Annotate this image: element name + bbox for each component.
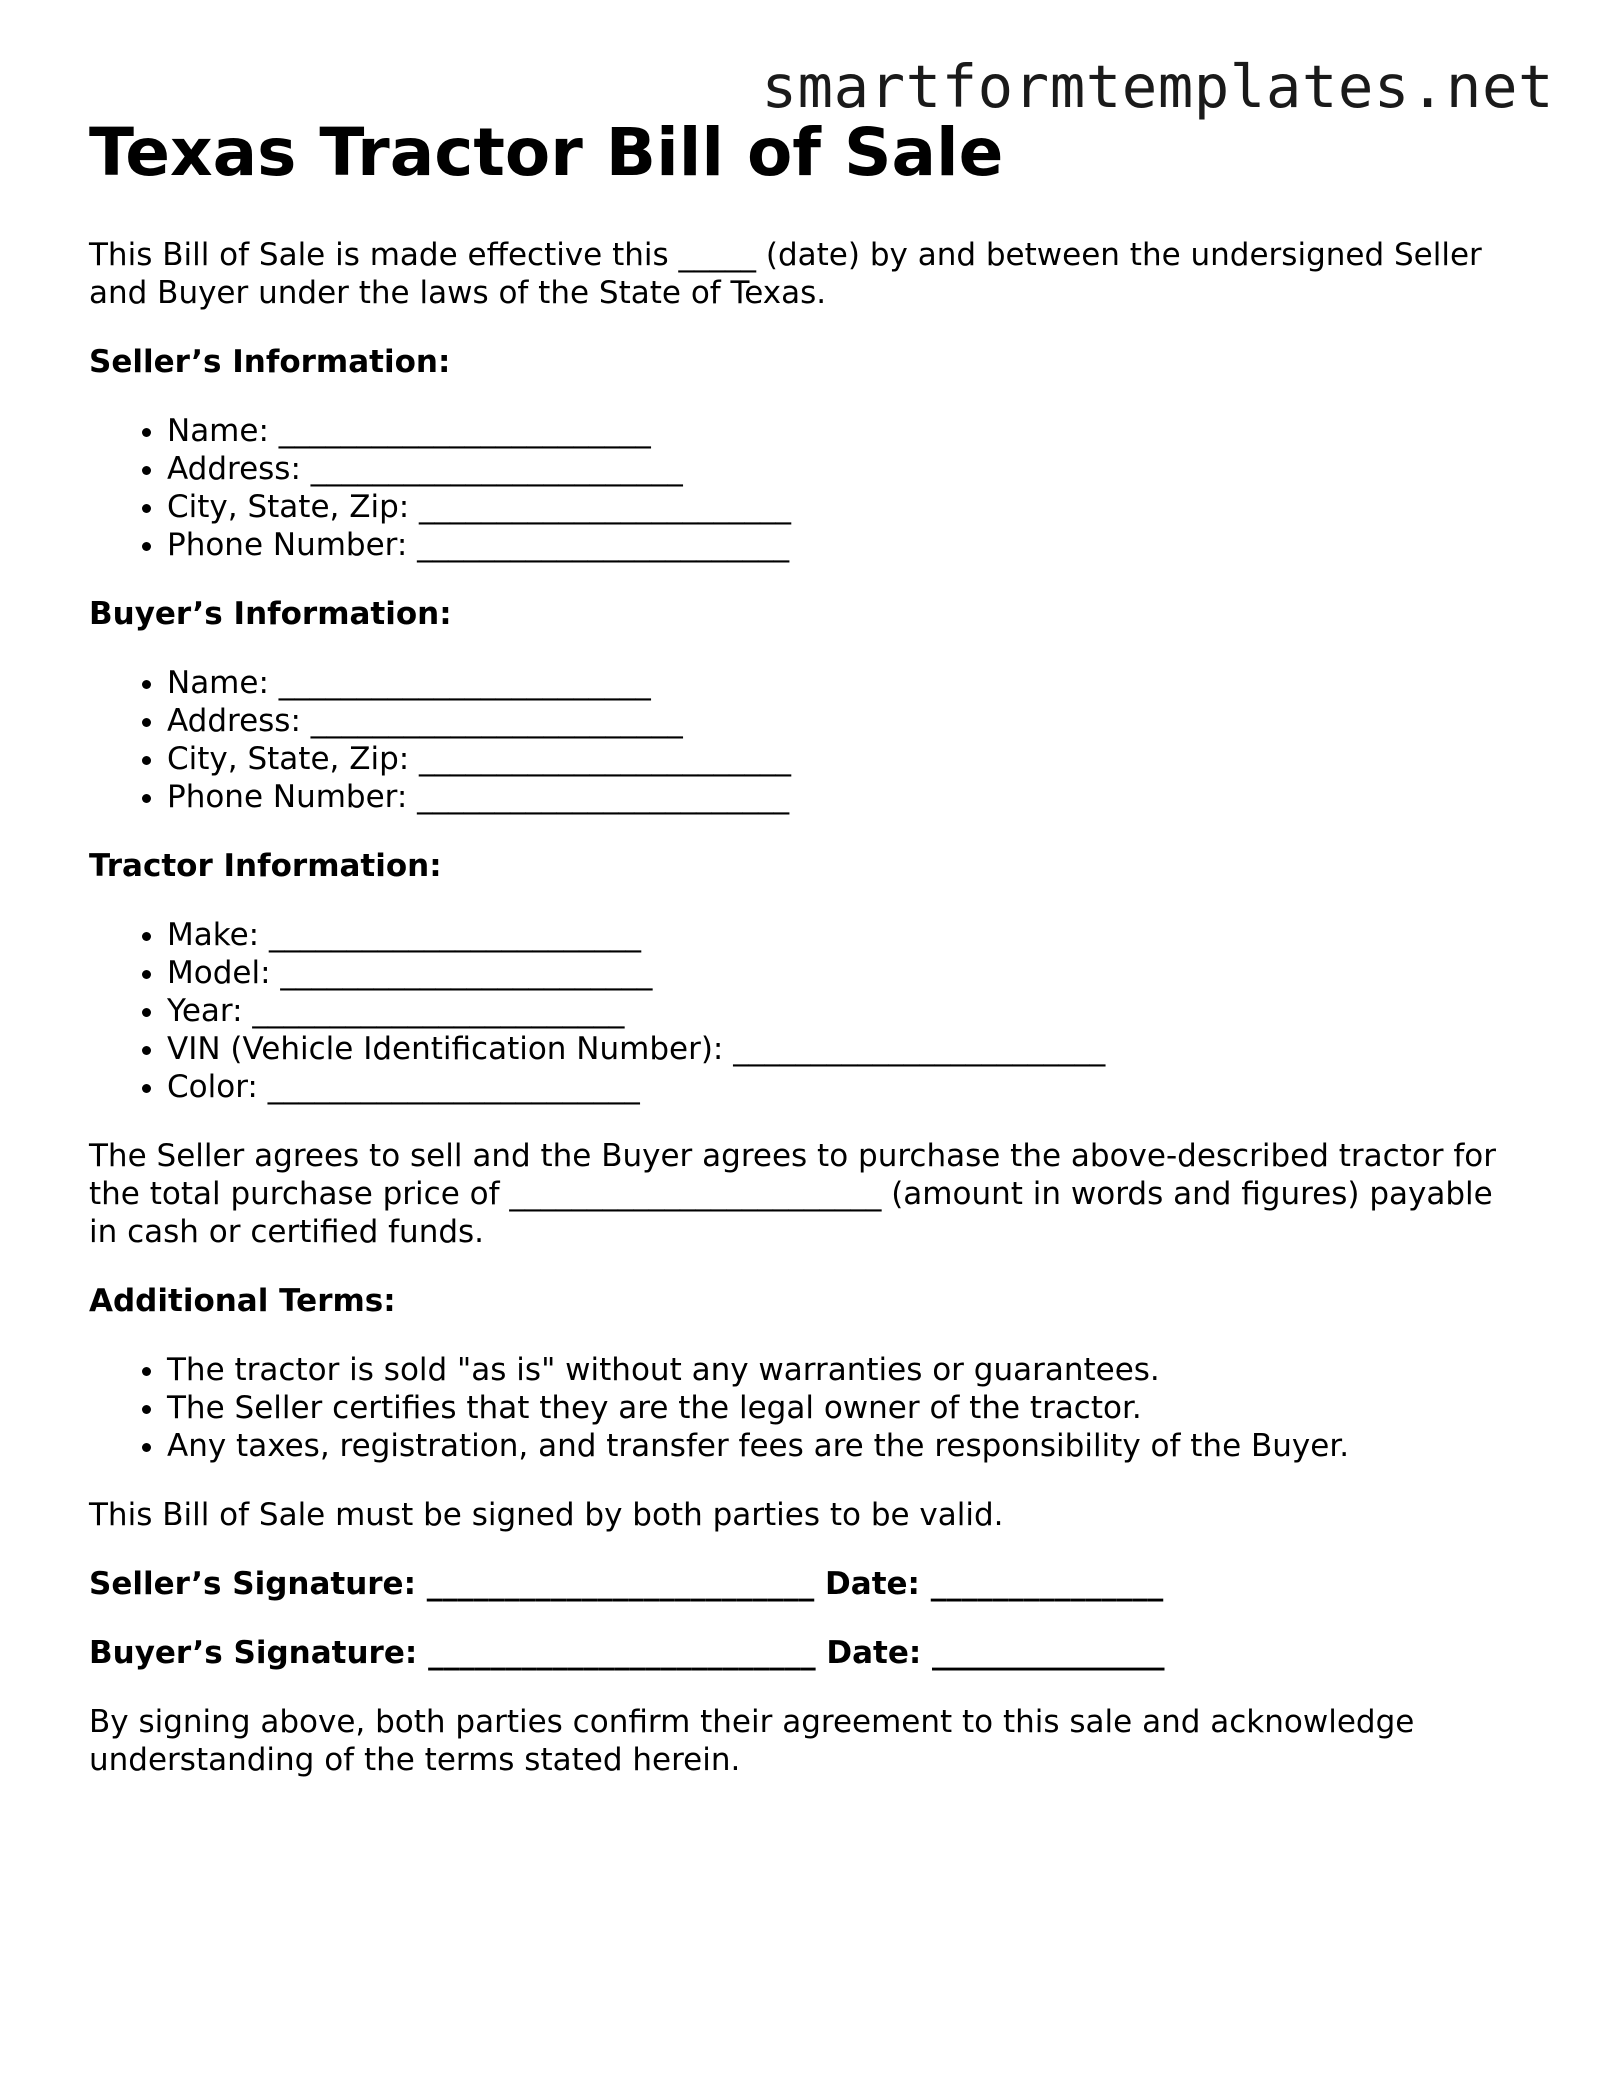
- document-body: [89, 113, 1529, 1779]
- tractor-year-field: • Year: ________________________: [167, 992, 1529, 1030]
- buyer-info-heading: Buyer’s Information:: [89, 596, 452, 633]
- tractor-info-list: [89, 916, 1529, 1106]
- seller-address-field: • Address: ________________________: [167, 450, 1529, 488]
- term-fees: • Any taxes, registration, and transfer fees are the responsibility of the Buyer.: [167, 1427, 1529, 1465]
- buyer-phone-field: • Phone Number: ________________________: [167, 778, 1529, 816]
- seller-info-heading: Seller’s Information:: [89, 344, 451, 381]
- buyer-name-field: • Name: ________________________: [167, 664, 1529, 702]
- additional-terms-list: [89, 1351, 1529, 1465]
- buyer-address-field: • Address: ________________________: [167, 702, 1529, 740]
- buyer-city-state-zip-field: • City, State, Zip: ________________________: [167, 740, 1529, 778]
- seller-info-list: [89, 412, 1529, 564]
- agreement-paragraph: The Seller agrees to sell and the Buyer agrees to purchase the above-described tractor for the total purchase price of ________________________ (amount in words and figures) payable in cash or certified funds.: [89, 1138, 1497, 1251]
- seller-city-state-zip-field: • City, State, Zip: ________________________: [167, 488, 1529, 526]
- tractor-info-heading: Tractor Information:: [89, 848, 442, 885]
- term-as-is: • The tractor is sold "as is" without any warranties or guarantees.: [167, 1351, 1529, 1389]
- validity-paragraph: This Bill of Sale must be signed by both parties to be valid.: [89, 1497, 1004, 1534]
- tractor-vin-field: • VIN (Vehicle Identification Number): ________________________: [167, 1030, 1529, 1068]
- seller-phone-field: • Phone Number: ________________________: [167, 526, 1529, 564]
- tractor-model-field: • Model: ________________________: [167, 954, 1529, 992]
- tractor-color-field: • Color: ________________________: [167, 1068, 1529, 1106]
- buyer-info-list: [89, 664, 1529, 816]
- watermark: smartformtemplates.net: [761, 52, 1554, 121]
- buyer-signature-line: Buyer’s Signature: _________________________ Date: _______________: [89, 1635, 1165, 1672]
- closing-paragraph: By signing above, both parties confirm their agreement to this sale and acknowledge understanding of the terms stated herein.: [89, 1704, 1415, 1779]
- seller-name-field: • Name: ________________________: [167, 412, 1529, 450]
- intro-paragraph: This Bill of Sale is made effective this _____ (date) by and between the undersigned Seller and Buyer under the laws of the State of Texas.: [89, 237, 1482, 312]
- additional-terms-heading: Additional Terms:: [89, 1283, 396, 1320]
- seller-signature-line: Seller’s Signature: _________________________ Date: _______________: [89, 1566, 1164, 1603]
- tractor-make-field: • Make: ________________________: [167, 916, 1529, 954]
- term-legal-owner: • The Seller certifies that they are the legal owner of the tractor.: [167, 1389, 1529, 1427]
- page-title: Texas Tractor Bill of Sale: [89, 114, 1004, 191]
